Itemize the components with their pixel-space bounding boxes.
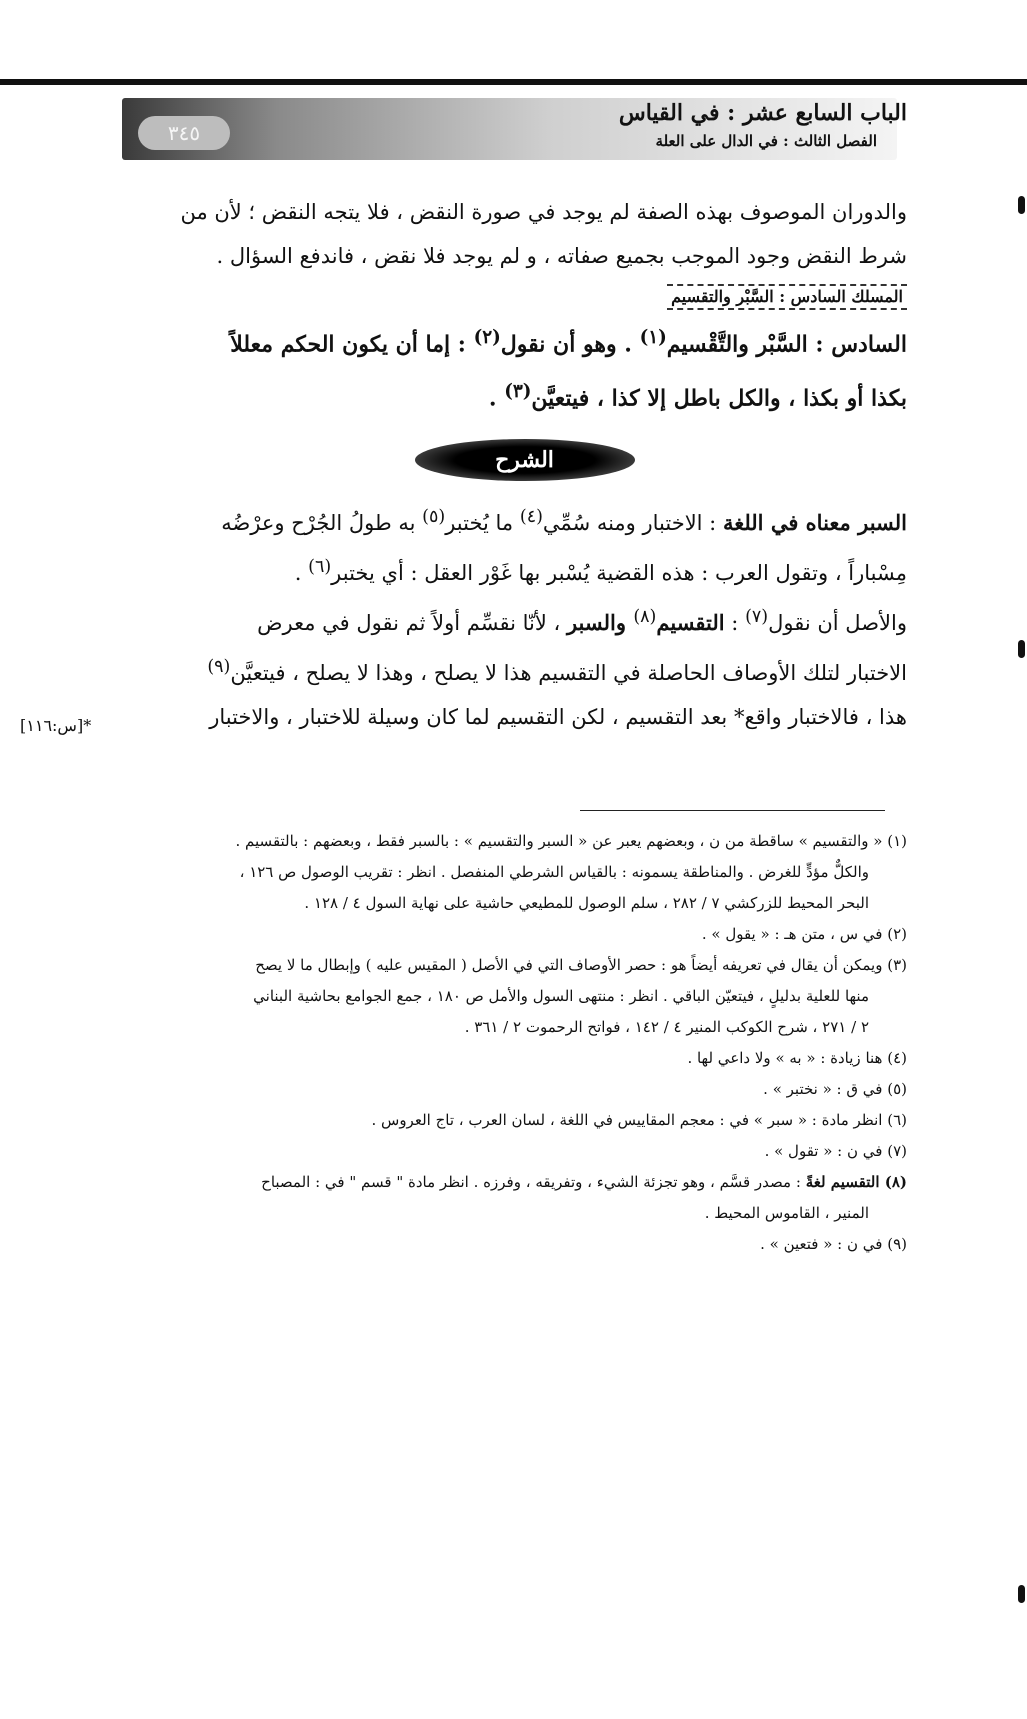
commentary-line: هذا ، فالاختبار واقع* بعد التقسيم ، لكن التقسيم لما كان وسيلة للاختبار ، والاختبار [209, 704, 907, 729]
commentary-bold: التقسيم [656, 609, 725, 635]
commentary-text: والأصل أن نقول [768, 610, 907, 635]
footnote-3-cont: ٢ / ٢٧١ ، شرح الكوكب المنير ٤ / ١٤٢ ، فواتح الرحموت ٢ / ٣٦١ . [464, 1018, 869, 1036]
commentary-text: مِسْباراً ، وتقول العرب : هذه القضية يُسْبر بها غَوْر العقل : أي يختبر [331, 560, 907, 585]
sharh-badge: الشرح [415, 439, 635, 481]
footnote-3-cont: منها للعلية بدليلٍ ، فيتعيّن الباقي . انظر : منتهى السول والأمل ص ١٨٠ ، جمع الجوامع بحاشية البناني [253, 987, 869, 1005]
footnote-8-cont: المنير ، القاموس المحيط . [704, 1204, 869, 1222]
commentary-text: الاختبار لتلك الأوصاف الحاصلة في التقسيم هذا لا يصلح ، وهذا لا يصلح ، فيتعيَّن [230, 660, 907, 685]
commentary-text: به طولُ الجُرْح وعرْضُه [221, 510, 423, 535]
footnote-8 [117, 1167, 907, 1198]
commentary-text: ما يُختبر [445, 510, 520, 535]
edge-mark [1018, 640, 1025, 658]
commentary-line [142, 495, 907, 545]
main-text [142, 190, 907, 739]
subheading-masalik-sadis: المسلك السادس : السَّبْر والتقسيم [667, 284, 907, 310]
commentary-text: . [294, 560, 309, 585]
footnotes [117, 826, 907, 1260]
edge-mark [1018, 196, 1025, 214]
commentary [142, 495, 907, 739]
subheading-row [142, 278, 907, 314]
footnote-separator [580, 810, 885, 811]
commentary-text: ، لأنّا نقسِّم أولاً ثم نقول في معرض [257, 610, 567, 635]
matn-text: : إما أن يكون الحكم معللاً [230, 331, 474, 358]
footnote-ref: (٥) [422, 506, 446, 527]
footnote-ref: (٨) [633, 606, 657, 627]
matn-line [142, 368, 907, 422]
footnote-ref: (٢) [473, 327, 501, 348]
footnote-2: (٢) في س ، متن هـ : « يقول » . [701, 925, 907, 943]
footnote-1-cont: والكلٌّ مؤدٍّ للغرض . والمناطقة يسمونه : بالقياس الشرطي المنفصل . انظر : تقريب الوصول ص ١٢٦ ، [239, 863, 869, 881]
matn-text: السادس : السَّبْر والتَّقْسيم [666, 331, 907, 358]
page-number: ٣٤٥ [138, 116, 230, 150]
matn-text: بكذا أو بكذا ، والكل باطل إلا كذا ، فيتعيَّن [531, 385, 907, 412]
matn-text: . وهو أن نقول [500, 331, 640, 358]
matn-line [142, 314, 907, 368]
footnote-ref: (٧) [745, 606, 769, 627]
matn-text: . [488, 385, 505, 412]
footnote-4: (٤) هنا زيادة : « به » ولا داعي لها . [687, 1049, 907, 1067]
commentary-text: : [724, 610, 746, 635]
chapter-title: الباب السابع عشر : في القياس [618, 100, 907, 126]
footnote-7: (٧) في ن : « تقول » . [764, 1142, 907, 1160]
top-rule [0, 79, 1027, 85]
commentary-line [142, 645, 907, 695]
footnote-8-text: : مصدر قسَّم ، وهو تجزئة الشيء ، وتفريقه ، وفرزه . انظر مادة " قسم " في : المصباح [261, 1173, 806, 1191]
commentary-text: : الاختبار ومنه سُمِّي [542, 510, 723, 535]
commentary-bold: السبر معناه في اللغة [722, 509, 907, 535]
footnote-ref: (٦) [308, 556, 332, 577]
footnote-ref: (٣) [504, 381, 532, 403]
edge-mark [1018, 1585, 1025, 1603]
footnote-6: (٦) انظر مادة : « سبر » في : معجم المقاييس في اللغة ، لسان العرب ، تاج العروس . [371, 1111, 907, 1129]
section-title: الفصل الثالث : في الدال على العلة [655, 132, 877, 150]
footnote-9: (٩) في ن : « فتعين » . [760, 1235, 907, 1253]
footnote-ref: (١) [639, 327, 667, 348]
footnote-1-cont: البحر المحيط للزركشي ٧ / ٢٨٢ ، سلم الوصول للمطيعي حاشية على نهاية السول ٤ / ١٢٨ . [304, 894, 869, 912]
footnote-3: (٣) ويمكن أن يقال في تعريفه أيضاً هو : حصر الأوصاف التي في الأصل ( المقيس عليه ) وإبطال ما لا يصح [255, 956, 907, 974]
footnote-1: (١) « والتقسيم » ساقطة من ن ، وبعضهم يعبر عن « السبر والتقسيم » : بالسبر فقط ، وبعضهم : بالتقسيم . [235, 832, 907, 850]
footnote-ref: (٤) [519, 506, 543, 527]
body-line: شرط النقض وجود الموجب بجميع صفاته ، و لم يوجد فلا نقض ، فاندفع السؤال . [216, 244, 907, 268]
margin-page-reference: *[س:١١٦] [20, 716, 92, 735]
footnote-5: (٥) في ق : « نختبر » . [763, 1080, 907, 1098]
sharh-badge-row [142, 439, 907, 481]
footnote-ref: (٩) [207, 656, 231, 677]
commentary-line [142, 545, 907, 595]
body-line: والدوران الموصوف بهذه الصفة لم يوجد في صورة النقض ، فلا يتجه النقض ؛ لأن من [180, 200, 907, 224]
commentary-bold: والسبر [566, 609, 634, 635]
footnote-8-label: (٨) التقسيم لغةً [805, 1173, 907, 1191]
commentary-line [142, 595, 907, 645]
